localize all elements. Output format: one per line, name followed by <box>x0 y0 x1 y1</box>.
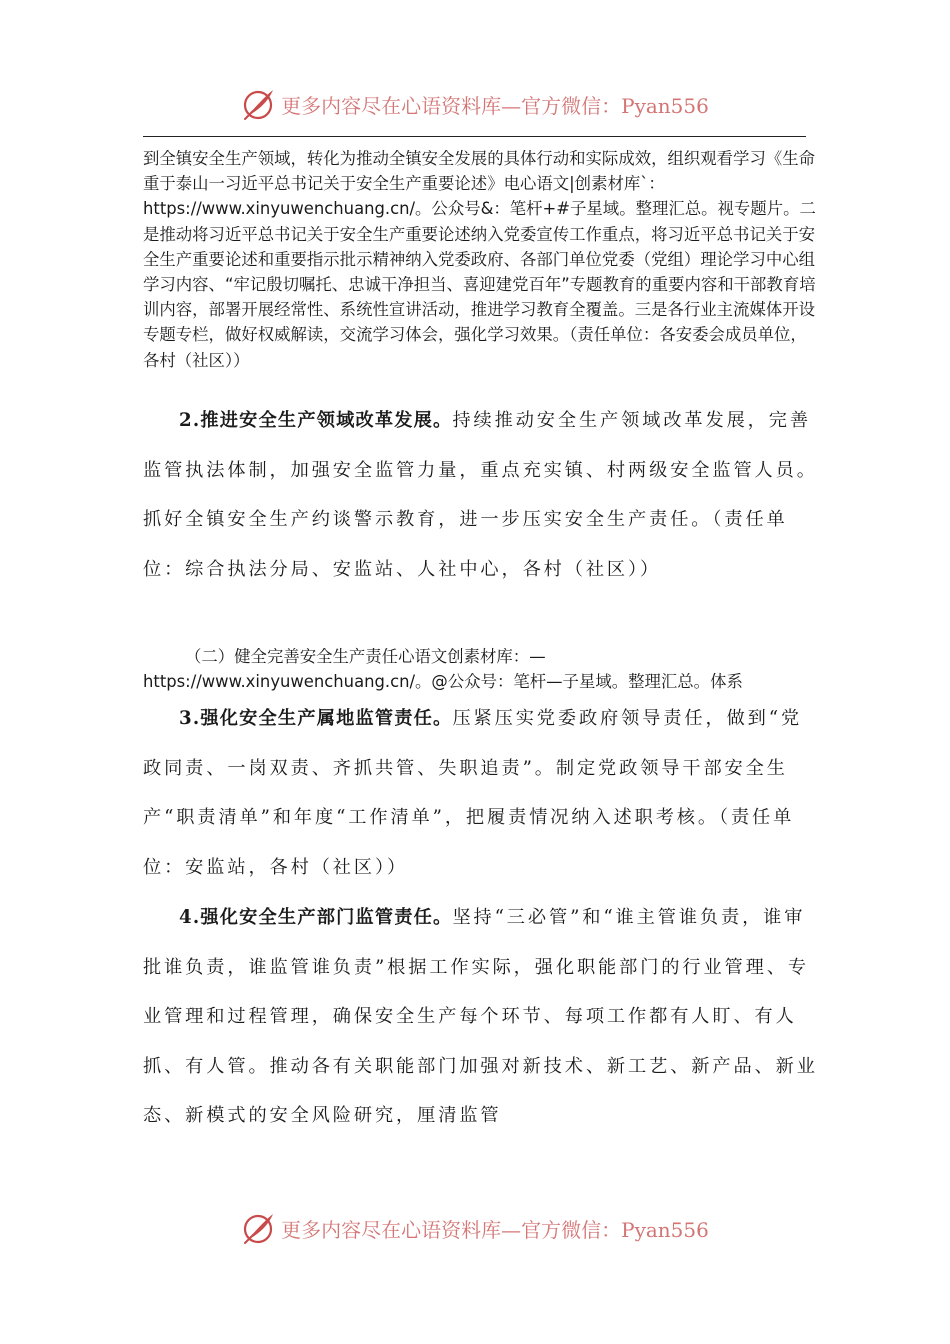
item-4 <box>143 893 823 1141</box>
item-4-body: 坚持“三必管”和“谁主管谁负责，谁审批谁负责，谁监管谁负责”根据工作实际，强化职能部门的行业管理、专业管理和过程管理，确保安全生产每个环节、每项工作都有人盯、有人抓、有人管。推动各有关职能部门加强对新技术、新工艺、新产品、新业态、新模式的安全风险研究，厘清监管 <box>143 907 818 1127</box>
item-3-body: 压紧压实党委政府领导责任，做到“党政同责、一岗双责、齐抓共管、失职追责”。制定党政领导干部安全生产“职责清单”和年度“工作清单”，把履责情况纳入述职考核。（责任单位：安监站，各村（社区）） <box>143 708 803 878</box>
section-2-text: （二）健全完善安全生产责任心语文创素材库：—https://www.xinyuwenchuang.cn/。@公众号：笔杆—子星域。整理汇总。体系 <box>143 647 743 692</box>
quill-logo-icon <box>241 86 277 122</box>
item-4-heading: 4.强化安全生产部门监管责任。 <box>179 907 453 928</box>
item-2 <box>143 396 823 594</box>
item-3 <box>143 694 823 892</box>
item-2-body: 持续推动安全生产领域改革发展，完善监管执法体制，加强安全监管力量，重点充实镇、村两级安全监管人员。抓好全镇安全生产约谈警示教育，进一步压实安全生产责任。（责任单位：综合执法分局、安监站、人社中心，各村（社区）） <box>143 410 818 580</box>
quill-logo-icon <box>241 1210 277 1246</box>
header-divider <box>143 136 806 137</box>
header-banner <box>0 84 950 124</box>
section-2-heading <box>143 644 823 694</box>
header-banner-text: 更多内容尽在心语资料库—官方微信：Pyan556 <box>281 93 709 118</box>
footer-banner <box>0 1208 950 1248</box>
item-2-heading: 2.推进安全生产领域改革发展。 <box>179 410 453 431</box>
paragraph-1: 到全镇安全生产领域，转化为推动全镇安全发展的具体行动和实际成效，组织观看学习《生命重于泰山一习近平总书记关于安全生产重要论述》电心语文|创素材库`：https://www.xinyuwenchuang.cn/。公众号&：笔杆+#子星域。整理汇总。视专题片。二是推动将习近平总书记关于安全生产重要论述纳入党委宣传工作重点，将习近平总书记关于安全生产重要论述和重要指示批示精神纳入党委政府、各部门单位党委（党组）理论学习中心组学习内容、“牢记殷切嘱托、忠诚干净担当、喜迎建党百年”专题教育的重要内容和干部教育培训内容，部署开展经常性、系统性宣讲活动，推进学习教育全覆盖。三是各行业主流媒体开设专题专栏，做好权威解读，交流学习体会，强化学习效果。（责任单位：各安委会成员单位，各村（社区）） <box>143 149 816 370</box>
footer-banner-text: 更多内容尽在心语资料库—官方微信：Pyan556 <box>281 1217 709 1242</box>
item-3-heading: 3.强化安全生产属地监管责任。 <box>179 708 453 729</box>
